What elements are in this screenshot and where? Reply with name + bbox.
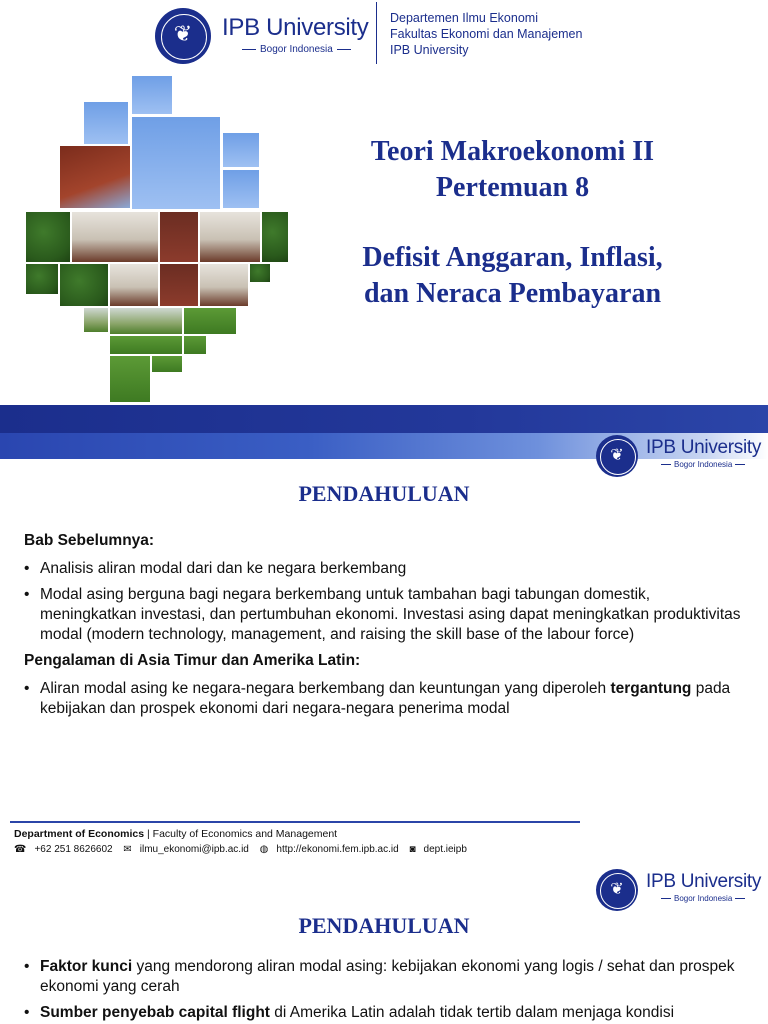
bullet-list-2	[24, 679, 744, 719]
brand-subtitle: Bogor Indonesia	[658, 460, 748, 469]
footer-instagram[interactable]: dept.ieipb	[423, 844, 467, 855]
instagram-icon: ◙	[409, 844, 416, 855]
heading-experience: Pengalaman di Asia Timur dan Amerika Latin:	[24, 652, 361, 669]
heading-previous-chapter: Bab Sebelumnya:	[24, 532, 155, 549]
email-icon: ✉	[123, 844, 132, 855]
section-title: PENDAHULUAN	[298, 913, 470, 938]
footer-email[interactable]: ilmu_ekonomi@ipb.ac.id	[139, 844, 249, 855]
footer-website[interactable]: http://ekonomi.fem.ipb.ac.id	[276, 844, 399, 855]
title-slide	[0, 0, 768, 405]
brand-name: IPB University	[646, 871, 762, 892]
emphasis-text: Sumber penyebab capital flight	[40, 1004, 270, 1021]
list-item: • Analisis aliran modal dari dan ke negara berkembang	[24, 559, 744, 579]
title-line-1: Teori Makroekonomi II	[370, 136, 655, 167]
subtitle-line-2: dan Neraca Pembayaran	[363, 278, 662, 309]
ipb-logo	[596, 867, 764, 913]
footer-contacts	[14, 844, 475, 855]
bullet-list-1	[24, 559, 744, 645]
emphasis-text: Faktor kunci	[40, 958, 133, 975]
department-info	[390, 10, 582, 58]
emphasis-text: tergantung	[610, 680, 692, 697]
slide-body	[24, 531, 744, 725]
list-item: • Faktor kunci yang mendorong aliran modal asing: kebijakan ekonomi yang logis / sehat dan prospek ekonomi yang cerah	[24, 957, 744, 997]
content-slide-2	[0, 871, 768, 1024]
ipb-seal-icon: ❦	[596, 869, 638, 911]
slide-body	[24, 957, 744, 1024]
content-slide-1	[0, 437, 768, 871]
slide-title	[300, 134, 725, 312]
dept-line-3: IPB University	[390, 43, 469, 57]
campus-photo-mosaic	[0, 0, 300, 405]
phone-icon: ☎	[14, 844, 27, 855]
list-item: • Aliran modal asing ke negara-negara berkembang dan keuntungan yang diperoleh tergantung pada kebijakan dan prospek ekonomi dari negara-negara penerima modal	[24, 679, 744, 719]
title-line-2: Pertemuan 8	[435, 172, 590, 203]
section-title: PENDAHULUAN	[298, 481, 470, 506]
bullet-list	[24, 957, 744, 1023]
subtitle-line-1: Defisit Anggaran, Inflasi,	[362, 242, 663, 273]
footer-divider	[10, 821, 580, 823]
slide-separator-band	[0, 405, 768, 433]
footer-department: Department of Economics | Faculty of Economics and Management	[14, 828, 338, 840]
header-divider	[376, 2, 377, 64]
dept-line-2: Fakultas Ekonomi dan Manajemen	[390, 27, 583, 41]
globe-icon: ◍	[259, 844, 269, 855]
brand-subtitle: Bogor Indonesia	[658, 894, 748, 903]
list-item: • Sumber penyebab capital flight di Amerika Latin adalah tidak tertib dalam menjaga kondisi	[24, 1003, 744, 1023]
brand-name: IPB University	[222, 14, 369, 41]
footer-phone: +62 251 8626602	[34, 844, 113, 855]
list-item: • Modal asing berguna bagi negara berkembang untuk tambahan bagi tabungan domestik, meningkatkan investasi, dan pertumbuhan ekonomi. Investasi asing dapat meningkatkan produktivitas modal (modern technology, management, and raising the skill base of the labour force)	[24, 585, 744, 645]
brand-subtitle: Bogor Indonesia	[238, 44, 355, 55]
ipb-seal-icon: ❦	[596, 435, 638, 477]
ipb-logo	[596, 433, 764, 479]
brand-name: IPB University	[646, 437, 762, 458]
dept-line-1: Departemen Ilmu Ekonomi	[390, 11, 538, 25]
ipb-seal-logo: ❦	[155, 8, 211, 64]
